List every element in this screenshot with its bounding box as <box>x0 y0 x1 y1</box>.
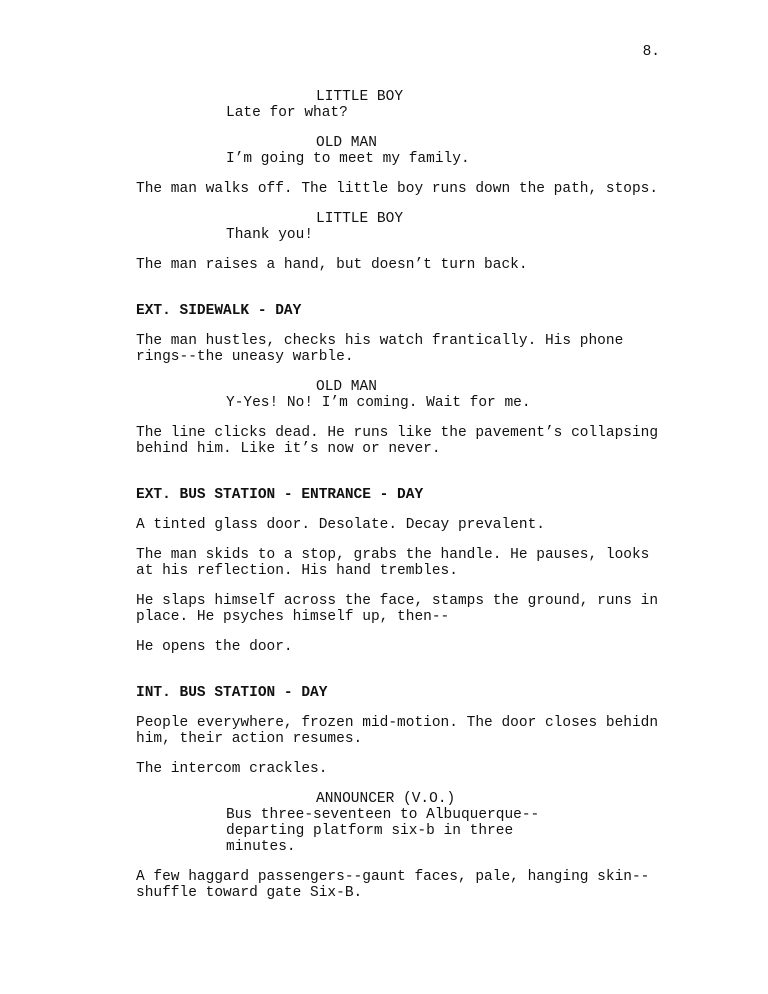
script-line: He slaps himself across the face, stamps the ground, runs in <box>136 593 659 609</box>
action-line <box>136 639 676 655</box>
action-line <box>136 547 676 579</box>
script-line: shuffle toward gate Six-B. <box>136 885 363 901</box>
script-line: The intercom crackles. <box>136 761 328 777</box>
action-line <box>136 593 676 625</box>
script-line: People everywhere, frozen mid-motion. The door closes behidn <box>136 715 659 731</box>
script-line: place. He psyches himself up, then-- <box>136 609 450 625</box>
script-line: I’m going to meet my family. <box>226 151 470 167</box>
character-cue: LITTLE BOY <box>316 89 404 105</box>
script-line: A few haggard passengers--gaunt faces, pale, hanging skin-- <box>136 869 650 885</box>
script-line: The line clicks dead. He runs like the pavement’s collapsing <box>136 425 659 441</box>
action-line <box>136 715 676 747</box>
script-line: The man skids to a stop, grabs the handle. He pauses, looks <box>136 547 650 563</box>
action-line <box>136 425 676 457</box>
script-line: departing platform six-b in three <box>226 823 514 839</box>
scene-heading: EXT. SIDEWALK - DAY <box>136 303 302 319</box>
action-line <box>136 257 676 273</box>
script-line: Y-Yes! No! I’m coming. Wait for me. <box>226 395 531 411</box>
script-line: The man raises a hand, but doesn’t turn back. <box>136 257 528 273</box>
scene-heading: INT. BUS STATION - DAY <box>136 685 328 701</box>
character-cue: ANNOUNCER (V.O.) <box>316 791 456 807</box>
dialogue-block <box>226 105 526 121</box>
script-line: behind him. Like it’s now or never. <box>136 441 441 457</box>
action-line <box>136 761 676 777</box>
action-line <box>136 869 676 901</box>
script-line: minutes. <box>226 839 296 855</box>
character-cue: OLD MAN <box>316 135 377 151</box>
script-line: him, their action resumes. <box>136 731 363 747</box>
script-line: at his reflection. His hand trembles. <box>136 563 458 579</box>
character-cue: OLD MAN <box>316 379 377 395</box>
dialogue-block <box>226 395 531 411</box>
action-line <box>136 517 676 533</box>
dialogue-block <box>226 151 526 167</box>
script-line: The man walks off. The little boy runs down the path, stops. <box>136 181 659 197</box>
script-line: Thank you! <box>226 227 314 243</box>
script-line: Bus three-seventeen to Albuquerque-- <box>226 807 540 823</box>
dialogue-block <box>226 807 540 855</box>
action-line <box>136 333 676 365</box>
scene-heading: EXT. BUS STATION - ENTRANCE - DAY <box>136 487 424 503</box>
script-line: A tinted glass door. Desolate. Decay prevalent. <box>136 517 545 533</box>
page-number: 8. <box>642 44 660 60</box>
script-line: He opens the door. <box>136 639 293 655</box>
character-cue: LITTLE BOY <box>316 211 404 227</box>
script-content <box>136 89 676 901</box>
dialogue-block <box>226 227 526 243</box>
action-line <box>136 181 676 197</box>
script-line: Late for what? <box>226 105 348 121</box>
script-line: rings--the uneasy warble. <box>136 349 354 365</box>
script-line: The man hustles, checks his watch frantically. His phone <box>136 333 624 349</box>
